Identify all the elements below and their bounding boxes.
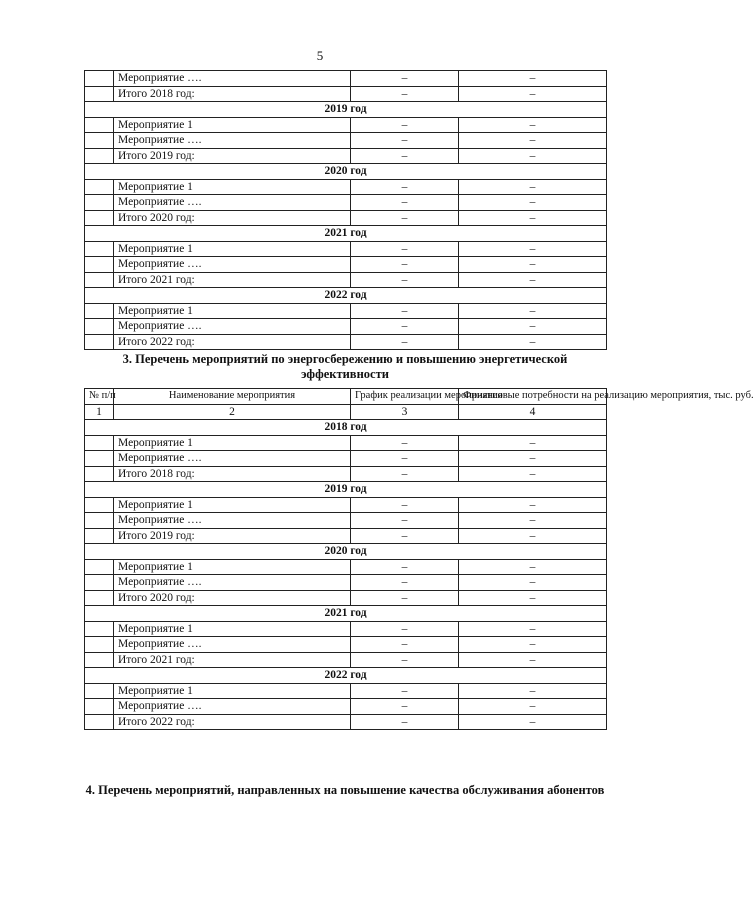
row-number-cell: [85, 71, 114, 87]
event-row: [85, 133, 607, 149]
total-row: [85, 148, 607, 164]
finance-cell: –: [459, 86, 607, 102]
finance-cell: –: [459, 133, 607, 149]
total-label: Итого 2018 год:: [114, 86, 351, 102]
year-row: [85, 544, 607, 560]
row-number-cell: [85, 257, 114, 273]
event-name: Мероприятие 1: [114, 179, 351, 195]
total-label: Итого 2021 год:: [114, 652, 351, 668]
table-header-row: [85, 389, 607, 405]
row-number-cell: [85, 575, 114, 591]
row-number-cell: [85, 621, 114, 637]
finance-cell: –: [459, 195, 607, 211]
event-name: Мероприятие 1: [114, 497, 351, 513]
row-number-cell: [85, 652, 114, 668]
schedule-cell: –: [351, 241, 459, 257]
year-label: 2022 год: [85, 288, 607, 304]
row-number-cell: [85, 435, 114, 451]
finance-cell: –: [459, 637, 607, 653]
finance-cell: –: [459, 714, 607, 730]
event-row: [85, 451, 607, 467]
finance-cell: –: [459, 334, 607, 350]
schedule-cell: –: [351, 148, 459, 164]
column-number: 3: [351, 404, 459, 420]
finance-cell: –: [459, 303, 607, 319]
schedule-cell: –: [351, 451, 459, 467]
header-schedule: График реализации мероприятия: [351, 389, 459, 405]
row-number-cell: [85, 559, 114, 575]
event-row: [85, 71, 607, 87]
row-number-cell: [85, 117, 114, 133]
event-name: Мероприятие 1: [114, 683, 351, 699]
year-label: 2019 год: [85, 482, 607, 498]
total-row: [85, 334, 607, 350]
schedule-cell: –: [351, 699, 459, 715]
year-row: [85, 420, 607, 436]
year-row: [85, 102, 607, 118]
event-name: Мероприятие ….: [114, 575, 351, 591]
row-number-cell: [85, 210, 114, 226]
total-label: Итого 2022 год:: [114, 714, 351, 730]
finance-cell: –: [459, 179, 607, 195]
event-row: [85, 559, 607, 575]
event-row: [85, 257, 607, 273]
finance-cell: –: [459, 148, 607, 164]
finance-cell: –: [459, 451, 607, 467]
schedule-cell: –: [351, 637, 459, 653]
schedule-cell: –: [351, 179, 459, 195]
finance-cell: –: [459, 117, 607, 133]
schedule-cell: –: [351, 714, 459, 730]
event-name: Мероприятие ….: [114, 637, 351, 653]
schedule-cell: –: [351, 559, 459, 575]
total-row: [85, 652, 607, 668]
event-row: [85, 117, 607, 133]
row-number-cell: [85, 683, 114, 699]
total-row: [85, 466, 607, 482]
row-number-cell: [85, 466, 114, 482]
year-row: [85, 226, 607, 242]
row-number-cell: [85, 179, 114, 195]
event-row: [85, 179, 607, 195]
event-name: Мероприятие ….: [114, 71, 351, 87]
row-number-cell: [85, 451, 114, 467]
header-finance: Финансовые потребности на реализацию мероприятия, тыс. руб.: [459, 389, 607, 405]
year-row: [85, 606, 607, 622]
year-row: [85, 164, 607, 180]
row-number-cell: [85, 714, 114, 730]
row-number-cell: [85, 637, 114, 653]
event-row: [85, 621, 607, 637]
schedule-cell: –: [351, 334, 459, 350]
event-row: [85, 513, 607, 529]
event-name: Мероприятие ….: [114, 451, 351, 467]
schedule-cell: –: [351, 272, 459, 288]
year-label: 2021 год: [85, 226, 607, 242]
total-label: Итого 2021 год:: [114, 272, 351, 288]
header-event-name: Наименование мероприятия: [114, 389, 351, 405]
finance-cell: –: [459, 319, 607, 335]
total-row: [85, 86, 607, 102]
finance-cell: –: [459, 621, 607, 637]
year-label: 2020 год: [85, 164, 607, 180]
section-4-title: 4. Перечень мероприятий, направленных на повышение качества обслуживания абонентов: [85, 783, 605, 797]
year-row: [85, 668, 607, 684]
row-number-cell: [85, 303, 114, 319]
finance-cell: –: [459, 272, 607, 288]
total-label: Итого 2018 год:: [114, 466, 351, 482]
row-number-cell: [85, 272, 114, 288]
schedule-cell: –: [351, 303, 459, 319]
finance-cell: –: [459, 699, 607, 715]
finance-cell: –: [459, 528, 607, 544]
schedule-cell: –: [351, 435, 459, 451]
schedule-cell: –: [351, 257, 459, 273]
total-row: [85, 714, 607, 730]
event-name: Мероприятие 1: [114, 241, 351, 257]
finance-cell: –: [459, 210, 607, 226]
finance-cell: –: [459, 466, 607, 482]
schedule-cell: –: [351, 133, 459, 149]
year-label: 2022 год: [85, 668, 607, 684]
event-row: [85, 637, 607, 653]
schedule-cell: –: [351, 86, 459, 102]
event-name: Мероприятие ….: [114, 195, 351, 211]
finance-cell: –: [459, 257, 607, 273]
event-name: Мероприятие ….: [114, 699, 351, 715]
event-name: Мероприятие 1: [114, 559, 351, 575]
schedule-cell: –: [351, 513, 459, 529]
row-number-cell: [85, 497, 114, 513]
section-3-title: 3. Перечень мероприятий по энергосбережению и повышению энергетической эффективности: [122, 352, 568, 381]
row-number-cell: [85, 590, 114, 606]
finance-cell: –: [459, 513, 607, 529]
finance-cell: –: [459, 435, 607, 451]
event-row: [85, 195, 607, 211]
schedule-cell: –: [351, 71, 459, 87]
schedule-cell: –: [351, 210, 459, 226]
year-row: [85, 288, 607, 304]
event-name: Мероприятие ….: [114, 257, 351, 273]
schedule-cell: –: [351, 528, 459, 544]
schedule-cell: –: [351, 683, 459, 699]
row-number-cell: [85, 241, 114, 257]
column-number: 1: [85, 404, 114, 420]
schedule-cell: –: [351, 575, 459, 591]
total-label: Итого 2020 год:: [114, 590, 351, 606]
event-name: Мероприятие ….: [114, 133, 351, 149]
event-row: [85, 319, 607, 335]
total-row: [85, 272, 607, 288]
column-number-row: [85, 404, 607, 420]
schedule-cell: –: [351, 497, 459, 513]
row-number-cell: [85, 195, 114, 211]
row-number-cell: [85, 528, 114, 544]
event-row: [85, 435, 607, 451]
year-label: 2020 год: [85, 544, 607, 560]
row-number-cell: [85, 699, 114, 715]
finance-cell: –: [459, 497, 607, 513]
year-label: 2019 год: [85, 102, 607, 118]
event-row: [85, 241, 607, 257]
schedule-cell: –: [351, 117, 459, 133]
total-label: Итого 2020 год:: [114, 210, 351, 226]
row-number-cell: [85, 86, 114, 102]
finance-cell: –: [459, 575, 607, 591]
year-label: 2021 год: [85, 606, 607, 622]
finance-cell: –: [459, 590, 607, 606]
event-name: Мероприятие 1: [114, 303, 351, 319]
event-name: Мероприятие 1: [114, 621, 351, 637]
event-name: Мероприятие 1: [114, 117, 351, 133]
total-row: [85, 528, 607, 544]
finance-cell: –: [459, 652, 607, 668]
finance-cell: –: [459, 71, 607, 87]
row-number-cell: [85, 513, 114, 529]
event-name: Мероприятие 1: [114, 435, 351, 451]
column-number: 2: [114, 404, 351, 420]
row-number-cell: [85, 334, 114, 350]
schedule-cell: –: [351, 319, 459, 335]
finance-cell: –: [459, 559, 607, 575]
event-row: [85, 699, 607, 715]
schedule-cell: –: [351, 590, 459, 606]
year-label: 2018 год: [85, 420, 607, 436]
row-number-cell: [85, 148, 114, 164]
year-row: [85, 482, 607, 498]
total-label: Итого 2019 год:: [114, 528, 351, 544]
schedule-cell: –: [351, 652, 459, 668]
schedule-cell: –: [351, 621, 459, 637]
event-name: Мероприятие ….: [114, 513, 351, 529]
energy-saving-events-table: [84, 388, 754, 730]
events-table-continued: [84, 70, 607, 350]
event-row: [85, 683, 607, 699]
total-label: Итого 2022 год:: [114, 334, 351, 350]
event-name: Мероприятие ….: [114, 319, 351, 335]
page-number: 5: [316, 48, 324, 63]
event-row: [85, 303, 607, 319]
schedule-cell: –: [351, 466, 459, 482]
row-number-cell: [85, 133, 114, 149]
finance-cell: –: [459, 683, 607, 699]
finance-cell: –: [459, 241, 607, 257]
row-number-cell: [85, 319, 114, 335]
total-row: [85, 210, 607, 226]
total-label: Итого 2019 год:: [114, 148, 351, 164]
event-row: [85, 575, 607, 591]
total-row: [85, 590, 607, 606]
schedule-cell: –: [351, 195, 459, 211]
column-number: 4: [459, 404, 607, 420]
event-row: [85, 497, 607, 513]
header-number: № п/п: [85, 389, 114, 405]
